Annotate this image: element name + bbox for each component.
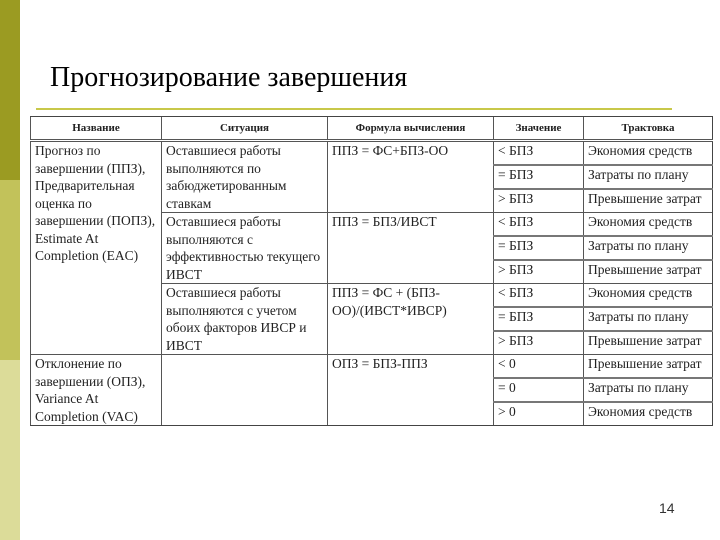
value-cell: = БПЗ bbox=[494, 307, 584, 331]
value-cell: = 0 bbox=[494, 378, 584, 402]
table-row bbox=[31, 355, 713, 378]
header-value: Значение bbox=[494, 117, 584, 141]
meaning-cell: Превышение затрат bbox=[584, 260, 713, 283]
formula-cell: ППЗ = ФС+БПЗ-ОО bbox=[328, 141, 494, 213]
name-cell-eac: Прогноз по завершении (ППЗ), Предварительная оценка по завершении (ПОПЗ), Estimate At Completion (EAC) bbox=[31, 141, 162, 355]
meaning-cell: Экономия средств bbox=[584, 402, 713, 425]
value-cell: > БПЗ bbox=[494, 331, 584, 354]
formula-cell: ППЗ = ФС + (БПЗ-ОО)/(ИВСТ*ИВСР) bbox=[328, 284, 494, 355]
formula-cell: ОПЗ = БПЗ-ППЗ bbox=[328, 355, 494, 426]
situation-cell bbox=[162, 355, 328, 426]
value-cell: > БПЗ bbox=[494, 260, 584, 283]
meaning-cell: Экономия средств bbox=[584, 141, 713, 166]
value-cell: < 0 bbox=[494, 355, 584, 378]
situation-cell: Оставшиеся работы выполняются с эффективностью текущего ИВСТ bbox=[162, 213, 328, 284]
meaning-cell: Затраты по плану bbox=[584, 378, 713, 402]
meaning-cell: Превышение затрат bbox=[584, 331, 713, 354]
value-cell: < БПЗ bbox=[494, 141, 584, 166]
meaning-cell: Превышение затрат bbox=[584, 189, 713, 212]
meaning-cell: Затраты по плану bbox=[584, 165, 713, 189]
header-formula: Формула вычисления bbox=[328, 117, 494, 141]
meaning-cell: Экономия средств bbox=[584, 213, 713, 236]
situation-cell: Оставшиеся работы выполняются по забюджетированным ставкам bbox=[162, 141, 328, 213]
table-row bbox=[31, 141, 713, 166]
formula-cell: ППЗ = БПЗ/ИВСТ bbox=[328, 213, 494, 284]
header-situation: Ситуация bbox=[162, 117, 328, 141]
value-cell: > 0 bbox=[494, 402, 584, 425]
value-cell: > БПЗ bbox=[494, 189, 584, 212]
sidebar-band-light bbox=[0, 360, 20, 540]
value-cell: < БПЗ bbox=[494, 213, 584, 236]
meaning-cell: Превышение затрат bbox=[584, 355, 713, 378]
table-header-row bbox=[31, 117, 713, 141]
title-underline bbox=[36, 108, 672, 110]
forecast-table-container bbox=[30, 116, 712, 432]
name-cell-vac: Отклонение по завершении (ОПЗ), Variance At Completion (VAC) bbox=[31, 355, 162, 426]
value-cell: = БПЗ bbox=[494, 165, 584, 189]
header-meaning: Трактовка bbox=[584, 117, 713, 141]
meaning-cell: Экономия средств bbox=[584, 284, 713, 307]
page-title: Прогнозирование завершения bbox=[50, 62, 408, 93]
header-name: Название bbox=[31, 117, 162, 141]
value-cell: < БПЗ bbox=[494, 284, 584, 307]
meaning-cell: Затраты по плану bbox=[584, 236, 713, 260]
page-number: 14 bbox=[659, 500, 675, 516]
sidebar-band-dark bbox=[0, 0, 20, 180]
sidebar-band-mid bbox=[0, 180, 20, 360]
meaning-cell: Затраты по плану bbox=[584, 307, 713, 331]
forecast-table bbox=[30, 116, 713, 426]
value-cell: = БПЗ bbox=[494, 236, 584, 260]
sidebar-decoration bbox=[0, 0, 20, 540]
situation-cell: Оставшиеся работы выполняются с учетом обоих факторов ИВСР и ИВСТ bbox=[162, 284, 328, 355]
